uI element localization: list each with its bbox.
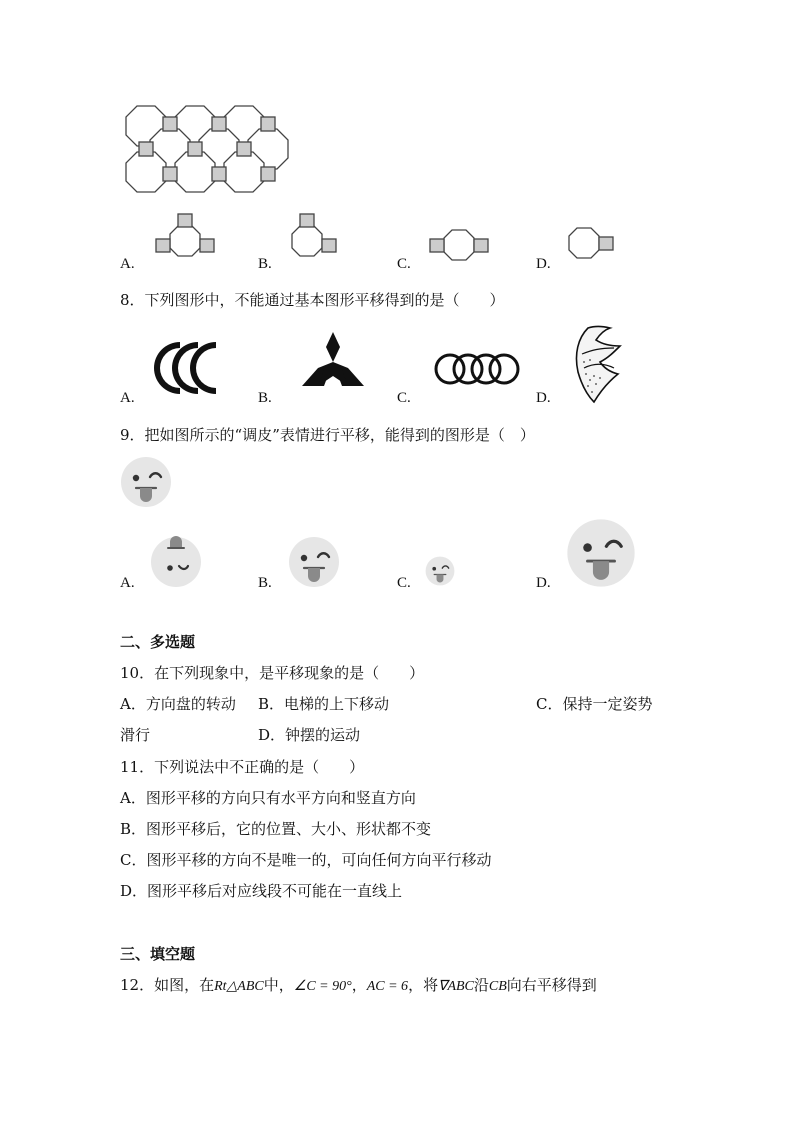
q7-option-d-figure (564, 222, 624, 267)
q11-option-b: B．图形平移后，它的位置、大小、形状都不变 (120, 820, 432, 838)
q12-triangle: Rt△ABC (214, 979, 264, 994)
q12-mid1: 中， (263, 976, 294, 994)
q12-angle: ∠C = 90° (293, 979, 352, 994)
q7-option-d-label: D. (536, 256, 551, 272)
q8-option-b-label: B. (258, 390, 272, 406)
q8-option-b-diamonds-figure (298, 330, 368, 390)
q11-option-d: D．图形平移后对应线段不可能在一直线上 (120, 882, 403, 900)
q9-option-a-emoji (150, 536, 202, 588)
q9-option-a-label: A. (120, 575, 135, 591)
section2-heading: 二、多选题 (120, 633, 196, 651)
q9-option-b-emoji (288, 536, 340, 588)
q12-suffix: 向右平移得到 (506, 976, 597, 994)
q8-option-a-arcs-figure (156, 338, 226, 398)
q8-option-c-label: C. (397, 390, 411, 406)
q10-option-a: A．方向盘的转动 (120, 695, 236, 713)
q7-option-c-figure (426, 224, 501, 269)
q11-option-c: C．图形平移的方向不是唯一的，可向任何方向平行移动 (120, 851, 492, 869)
q7-option-b-label: B. (258, 256, 272, 272)
q9-option-b-label: B. (258, 575, 272, 591)
octagon-square-tiling-figure (124, 102, 294, 197)
q8-question-text: 8．下列图形中，不能通过基本图形平移得到的是（ ） (120, 291, 505, 309)
q7-option-a-figure (152, 212, 222, 267)
q9-option-d-label: D. (536, 575, 551, 591)
q10-option-c: C．保持一定姿势 (536, 695, 653, 713)
q9-option-c-emoji (425, 556, 455, 586)
q9-question-text: 9．把如图所示的“调皮”表情进行平移，能得到的图形是（ ） (120, 426, 535, 444)
q10-option-b: B．电梯的上下移动 (258, 695, 390, 713)
q9-option-c-label: C. (397, 575, 411, 591)
q7-option-b-figure (288, 212, 358, 267)
q7-option-a-label: A. (120, 256, 135, 272)
q8-option-d-label: D. (536, 390, 551, 406)
q12-mid2: ，将 (408, 976, 439, 994)
q10-option-d: D．钟摆的运动 (258, 726, 361, 744)
q9-reference-emoji (120, 456, 172, 508)
q8-option-d-leaf-figure (570, 324, 630, 404)
q8-option-a-label: A. (120, 390, 135, 406)
section3-heading: 三、填空题 (120, 945, 196, 963)
q12-segment: CB (488, 979, 507, 994)
q11-question-text: 11．下列说法中不正确的是（ ） (120, 758, 365, 776)
q10-question-text: 10．在下列现象中，是平移现象的是（ ） (120, 664, 425, 682)
q12-sep: ， (351, 976, 367, 994)
q9-option-d-emoji (566, 518, 636, 588)
q12-prefix: 12．如图，在 (120, 976, 215, 994)
q8-option-c-rings-figure (432, 350, 522, 390)
q10-option-c-continuation: 滑行 (120, 726, 151, 744)
q12-mid3: 沿 (473, 976, 489, 994)
q12-side: AC = 6 (366, 979, 409, 994)
q12-triangle-2: ∇ABC (438, 979, 474, 994)
q12-question-text (120, 975, 597, 997)
q7-option-c-label: C. (397, 256, 411, 272)
q11-option-a: A．图形平移的方向只有水平方向和竖直方向 (120, 789, 416, 807)
